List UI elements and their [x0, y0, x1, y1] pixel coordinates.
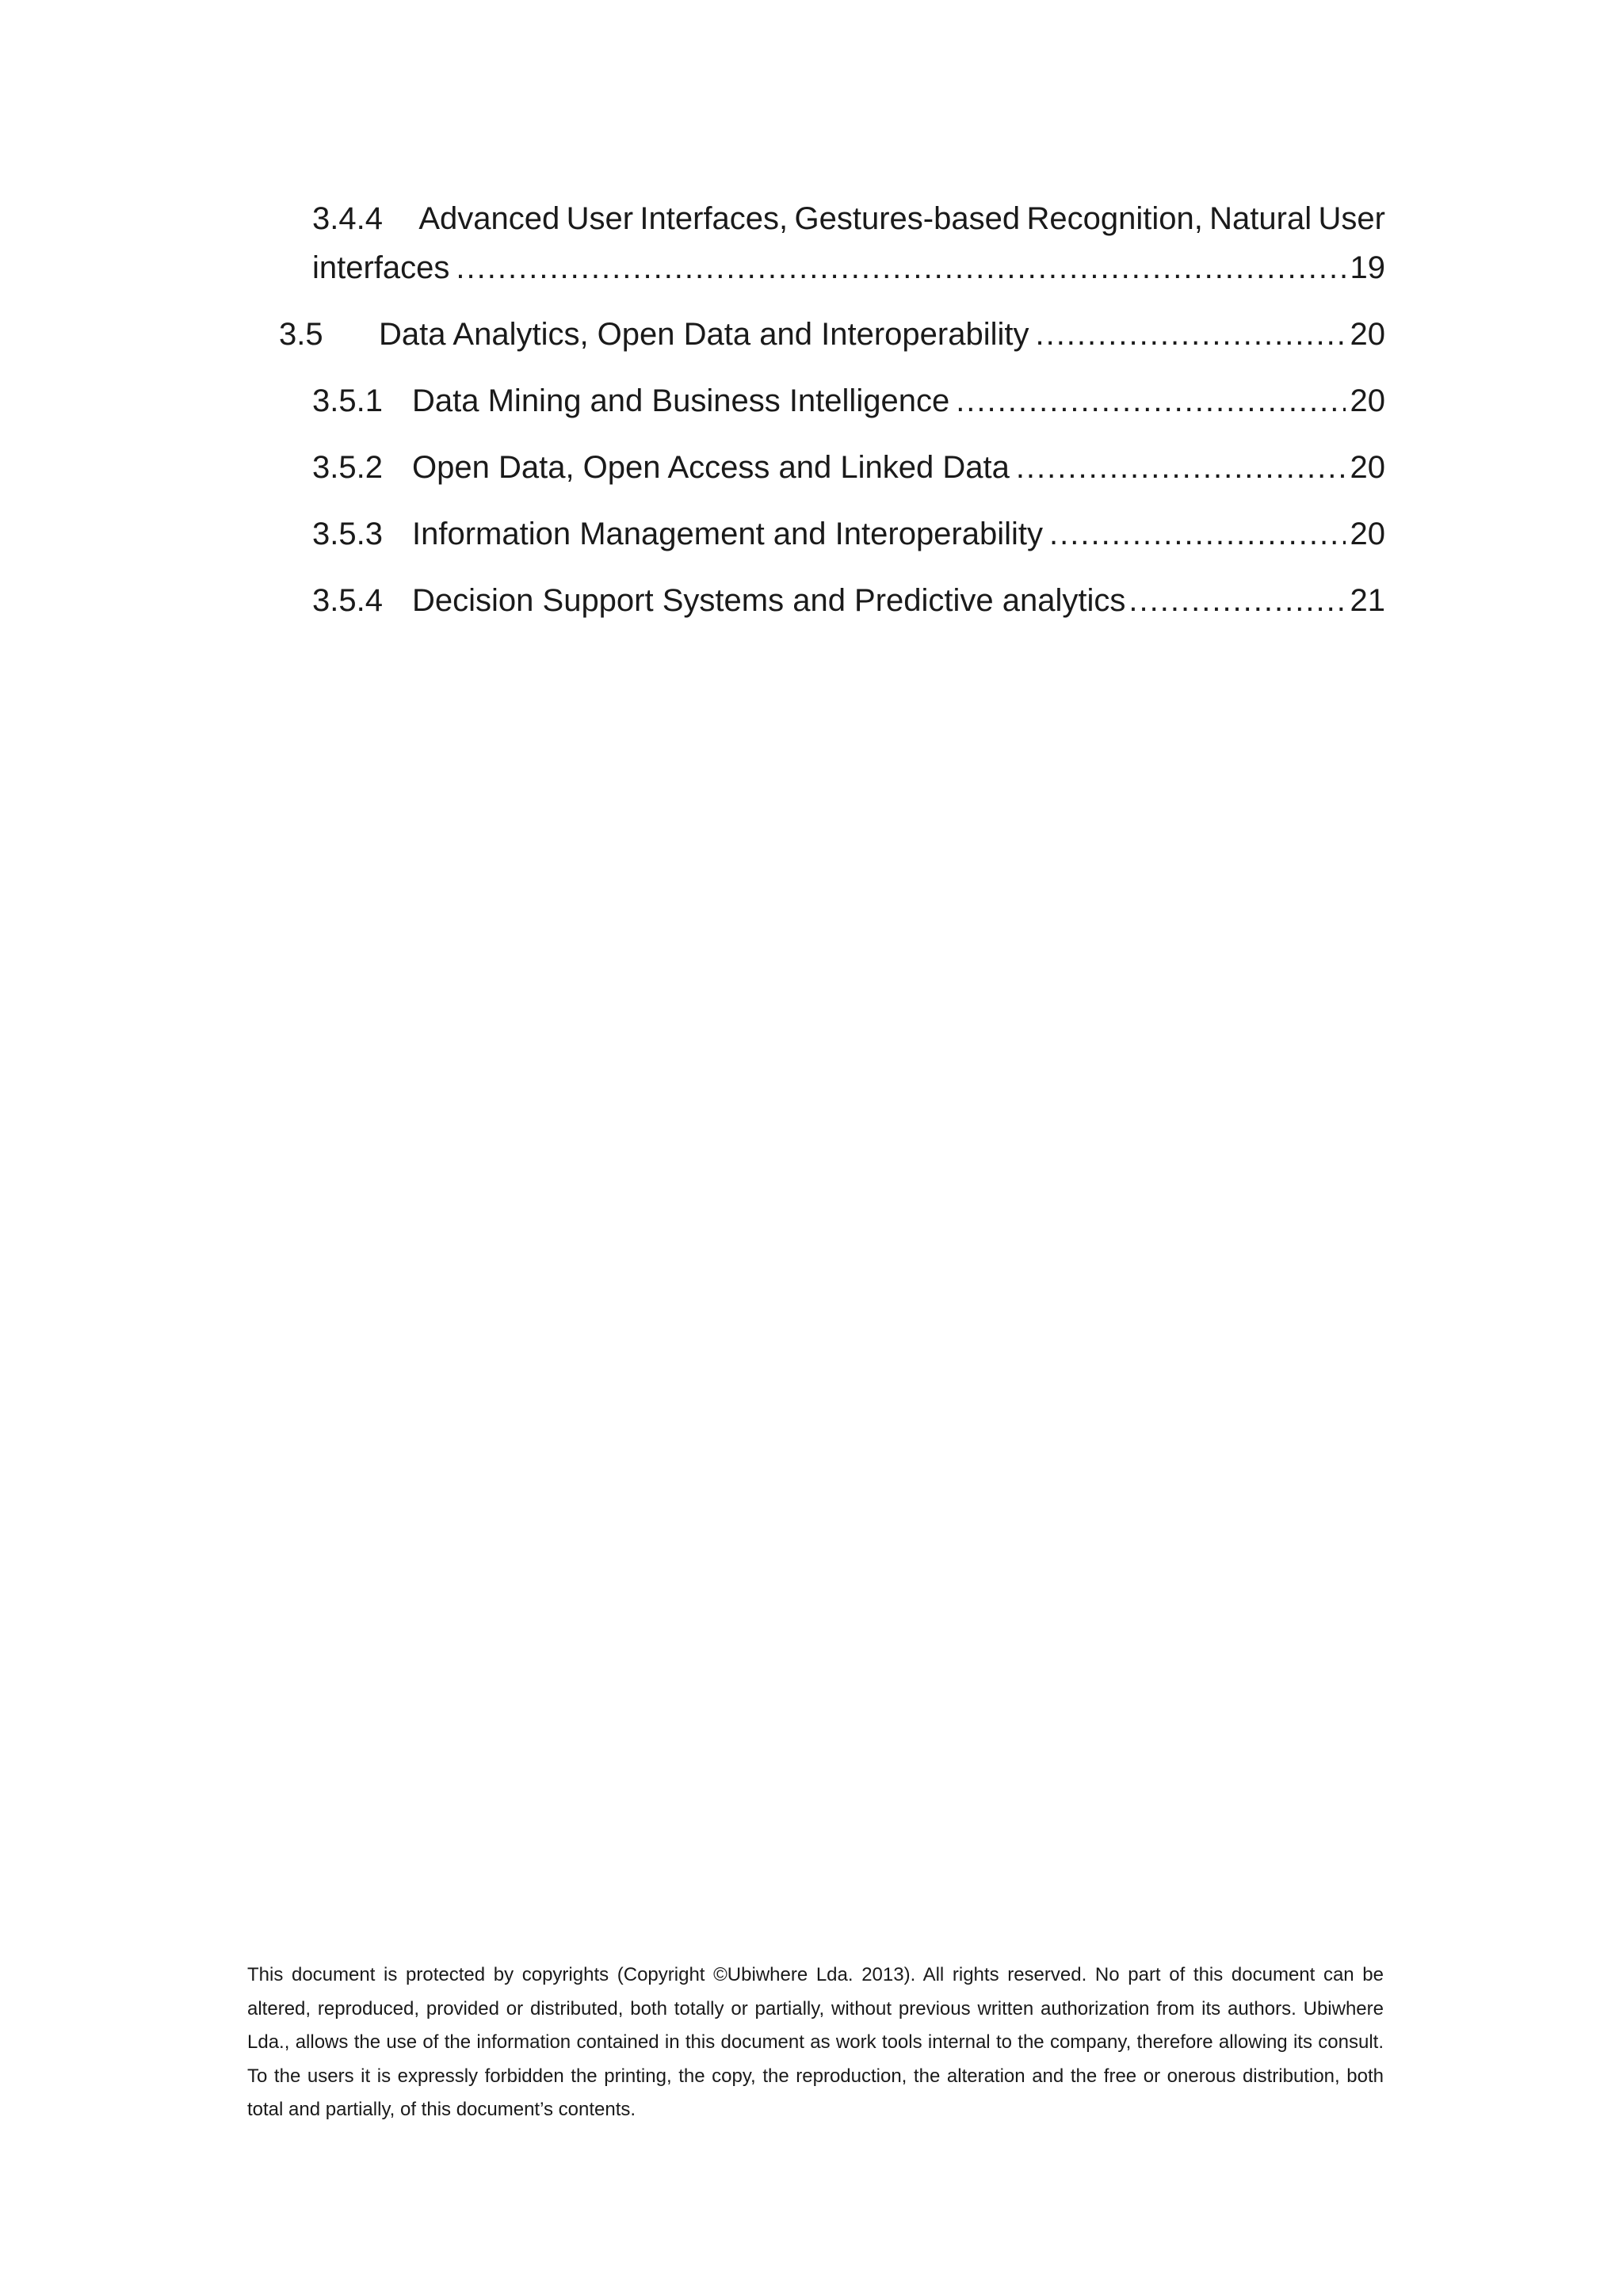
toc-entry-3-5-4[interactable]: [312, 582, 1385, 620]
toc-entry-3-4-4-line-1[interactable]: [312, 200, 1385, 238]
toc-entry-3-5-2[interactable]: [312, 448, 1385, 486]
toc-entry-number: 3.5.3: [312, 517, 383, 551]
toc-entry-title: Decision Support Systems and Predictive analytics: [412, 583, 1126, 618]
toc-entry-title-word: User: [1318, 201, 1385, 236]
toc-dot-leader: [1035, 315, 1345, 353]
toc-dot-leader: [456, 249, 1345, 287]
toc-entry-number: 3.5: [279, 317, 323, 352]
toc-entry-title: interfaces: [312, 250, 450, 285]
toc-entry-title: Open Data, Open Access and Linked Data: [412, 450, 1010, 485]
toc-dot-leader: [1128, 582, 1348, 620]
toc-entry-3-4-4-line-2[interactable]: [312, 249, 1385, 287]
toc-entry-number: 3.4.4: [312, 201, 383, 236]
toc-page-number: 20: [1350, 383, 1385, 418]
toc-entry-3-5-3[interactable]: [312, 515, 1385, 553]
toc-entry-title-word: Advanced: [418, 201, 560, 236]
toc-entry-title-word: Natural: [1209, 201, 1312, 236]
toc-page-number: 19: [1350, 250, 1385, 285]
toc-entry-number: 3.5.4: [312, 583, 383, 618]
toc-entry-title-word: Interfaces,: [640, 201, 789, 236]
toc-entry-title: Information Management and Interoperability: [412, 517, 1044, 551]
toc-entry-title-word: Recognition,: [1026, 201, 1203, 236]
toc-dot-leader: [1049, 515, 1345, 553]
toc-page-number: 20: [1350, 517, 1385, 551]
toc-entry-title-word: Gestures-based: [794, 201, 1021, 236]
toc-entry-number: 3.5.2: [312, 450, 383, 485]
toc-entry-number: 3.5.1: [312, 383, 383, 418]
toc-page-number: 20: [1350, 450, 1385, 485]
toc-entry-title-word: User: [566, 201, 634, 236]
toc-entry-title: Data Mining and Business Intelligence: [412, 383, 950, 418]
toc-entry-title: Data Analytics, Open Data and Interoperability: [379, 317, 1029, 352]
toc-dot-leader: [956, 382, 1345, 420]
toc-entry-3-5-1[interactable]: [312, 382, 1385, 420]
toc-dot-leader: [1016, 448, 1346, 486]
copyright-notice: This document is protected by copyrights (Copyright ©Ubiwhere Lda. 2013). All rights reserved. No part of this document can be altered, reproduced, provided or distributed, both totally or partially, without previous written authorization from its authors. Ubiwhere Lda., allows the use of the information contained in this document as work tools internal to the company, therefore allowing its consult. To the users it is expressly forbidden the printing, the copy, the reproduction, the alteration and the free or onerous distribution, both total and partially, of this document’s contents.: [247, 1964, 1384, 2120]
toc-entry-3-5[interactable]: [279, 315, 1385, 353]
toc-page-number: 20: [1350, 317, 1385, 352]
toc-page-number: 21: [1350, 583, 1385, 618]
